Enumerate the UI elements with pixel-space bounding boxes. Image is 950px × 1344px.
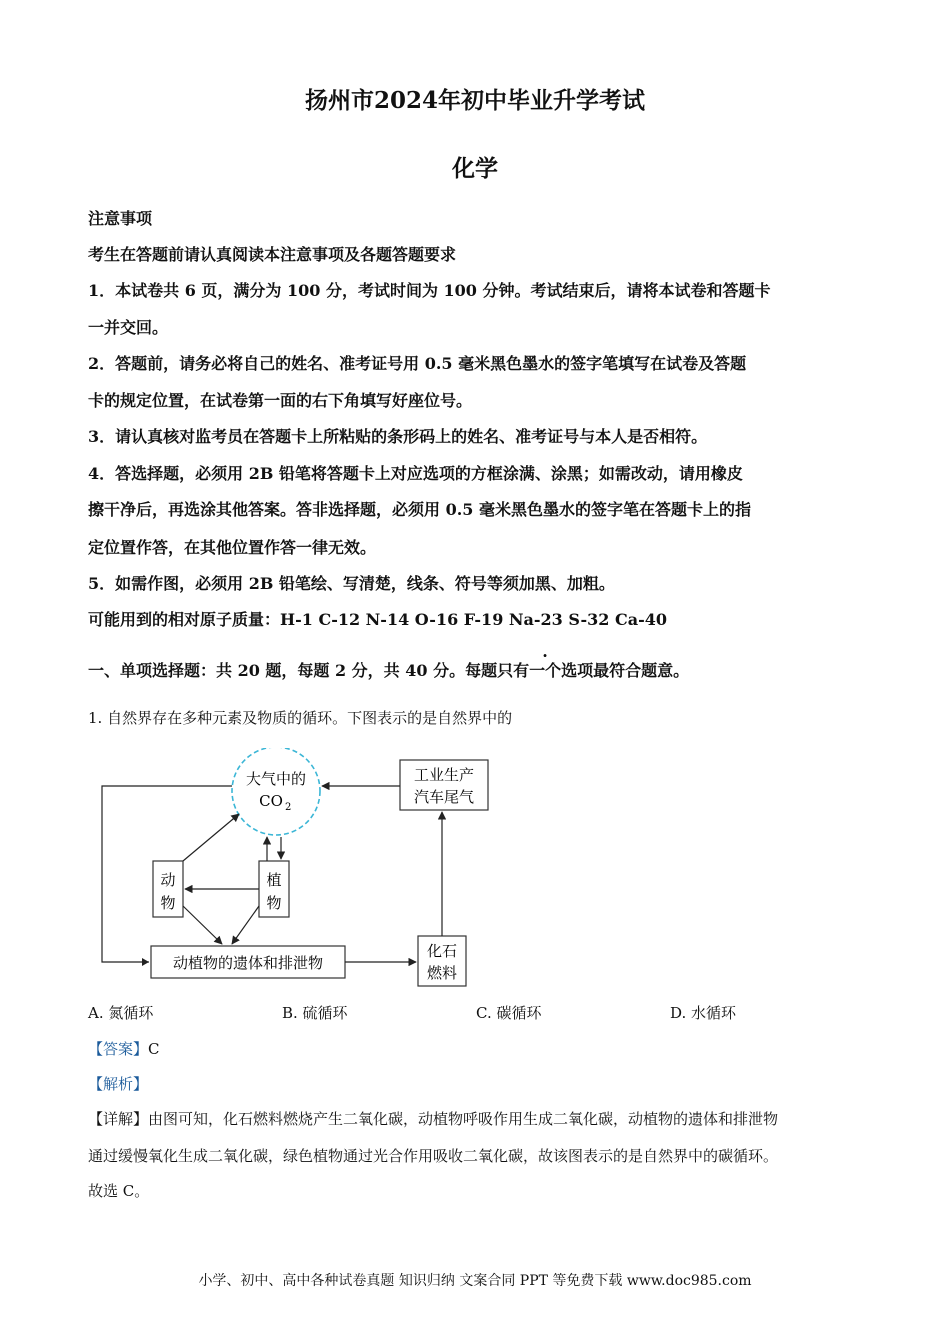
option-b: B. 硫循环: [282, 1004, 348, 1022]
question-stem: 1. 自然界存在多种元素及物质的循环。下图表示的是自然界中的: [88, 709, 513, 727]
page-footer: 小学、初中、高中各种试卷真题 知识归纳 文案合同 PPT 等免费下载 www.doc985.com: [198, 1273, 752, 1289]
page-title: 扬州市2024年初中毕业升学考试: [304, 87, 645, 114]
co2-formula: CO: [259, 792, 283, 810]
detail-line-1: [88, 1108, 778, 1129]
arrow-animal-to-remains: [183, 906, 222, 944]
section-emphasis: 一个: [529, 661, 562, 680]
option-c: C. 碳循环: [476, 1004, 542, 1022]
arrow-plant-to-remains: [232, 906, 259, 944]
analysis-label: 【解析】: [88, 1075, 149, 1093]
notice-item: 一并交回。: [88, 318, 169, 337]
notice-item: 3．请认真核对监考员在答题卡上所粘贴的条形码上的姓名、准考证号与本人是否相符。: [88, 427, 708, 446]
industry-label-2: 汽车尾气: [413, 788, 475, 806]
answer-line: [88, 1038, 160, 1059]
animal-label-1: 动: [160, 871, 176, 889]
option-a: A. 氮循环: [88, 1004, 154, 1022]
industry-label-1: 工业生产: [413, 766, 475, 784]
co2-subscript: 2: [285, 802, 292, 813]
notice-item: 擦干净后，再选涂其他答案。答非选择题，必须用 0.5 毫米黑色墨水的签字笔在答题卡上的指: [88, 500, 751, 519]
detail-text-1: 由图可知，化石燃料燃烧产生二氧化碳，动植物呼吸作用生成二氧化碳，动植物的遗体和排泄物: [148, 1110, 779, 1128]
option-d: D. 水循环: [670, 1004, 737, 1022]
fossil-label-2: 燃料: [426, 964, 458, 982]
arrow-co2-loop-head: [142, 958, 149, 966]
answer-label: 【答案】: [88, 1040, 149, 1058]
subject-title: 化学: [452, 155, 498, 182]
plant-label-1: 植: [266, 871, 282, 889]
notice-item: 5．如需作图，必须用 2B 铅笔绘、写清楚，线条、符号等须加黑、加粗。: [88, 574, 615, 593]
section-heading: [88, 658, 868, 681]
animal-label-2: 物: [160, 894, 176, 912]
carbon-cycle-diagram: [95, 748, 495, 993]
notice-item: 2．答题前，请务必将自己的姓名、准考证号用 0.5 毫米黑色墨水的签字笔填写在试卷及答题: [88, 354, 747, 373]
notice-heading: 注意事项: [88, 209, 153, 228]
detail-line-2: 通过缓慢氧化生成二氧化碳，绿色植物通过光合作用吸收二氧化碳，故该图表示的是自然界中的碳循环。: [88, 1147, 779, 1165]
plant-label-2: 物: [266, 894, 282, 912]
section-text-after: 选项最符合题意。: [561, 661, 690, 680]
remains-label: 动植物的遗体和排泄物: [172, 954, 324, 972]
detail-label: 【详解】: [88, 1110, 149, 1128]
notice-item: 定位置作答，在其他位置作答一律无效。: [88, 538, 377, 557]
notice-intro: 考生在答题前请认真阅读本注意事项及各题答题要求: [88, 245, 457, 264]
co2-label: 大气中的: [245, 770, 307, 788]
section-text-before: 一、单项选择题：共 20 题，每题 2 分，共 40 分。每题只有: [88, 661, 530, 680]
notice-item: 4．答选择题，必须用 2B 铅笔将答题卡上对应选项的方框涂满、涂黑；如需改动，请用橡皮: [88, 464, 743, 483]
detail-line-3: 故选 C。: [88, 1182, 150, 1200]
atomic-mass-line: 可能用到的相对原子质量：H-1 C-12 N-14 O-16 F-19 Na-23 S-32 Ca-40: [88, 610, 667, 629]
notice-item: 卡的规定位置，在试卷第一面的右下角填写好座位号。: [88, 391, 473, 410]
notice-item: 1．本试卷共 6 页，满分为 100 分，考试时间为 100 分钟。考试结束后，请将本试卷和答题卡: [88, 281, 771, 300]
fossil-label-1: 化石: [426, 942, 458, 960]
answer-value: C: [148, 1040, 160, 1058]
arrow-animal-to-co2: [183, 814, 239, 861]
